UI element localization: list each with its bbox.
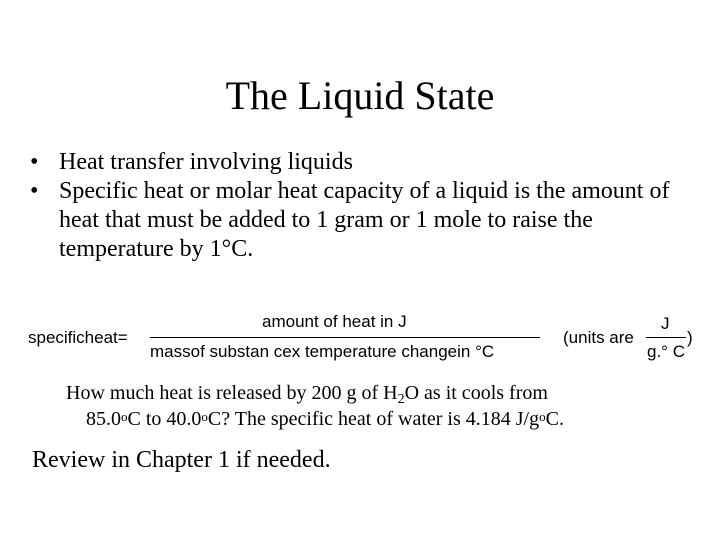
bullet-item bbox=[30, 148, 700, 177]
degree-mark: o bbox=[201, 409, 208, 424]
units-denominator: g.° C bbox=[647, 342, 685, 361]
bullet-item bbox=[30, 177, 700, 264]
units-prefix: (units are bbox=[563, 328, 634, 347]
formula-numerator: amount of heat in J bbox=[262, 312, 407, 331]
bullet-marker: • bbox=[30, 149, 39, 175]
review-note: Review in Chapter 1 if needed. bbox=[32, 447, 331, 473]
bullet-marker: • bbox=[30, 178, 39, 204]
bullet-text: Heat transfer involving liquids bbox=[59, 149, 353, 175]
bullet-list bbox=[30, 148, 700, 264]
units-fraction-bar bbox=[646, 337, 686, 338]
slide-title: The Liquid State bbox=[225, 73, 495, 118]
bullet-text: Specific heat or molar heat capacity of a liquid is the amount of heat that must be added to 1 gram or 1 mole to raise the temperature by 1°C. bbox=[59, 178, 670, 262]
question-line-1: How much heat is released by 200 g of $H_2O$ as it cools from bbox=[66, 382, 548, 407]
degree-mark: o bbox=[539, 409, 546, 424]
formula-lhs: specificheat= bbox=[28, 328, 128, 347]
question-line-2: 85.0$^o$C to 40.0$^o$C? The specific heat of water is 4.184 $J/g^oC$. bbox=[86, 408, 564, 430]
units-numerator: J bbox=[661, 314, 670, 333]
fraction-bar bbox=[150, 337, 540, 338]
subscript-2: 2 bbox=[397, 392, 405, 407]
degree-mark: o bbox=[121, 409, 128, 424]
formula-denominator: massof substan cex temperature changein °C bbox=[150, 342, 495, 361]
specific-heat-formula bbox=[0, 308, 720, 368]
units-suffix: ) bbox=[687, 328, 693, 347]
example-question bbox=[66, 380, 686, 432]
